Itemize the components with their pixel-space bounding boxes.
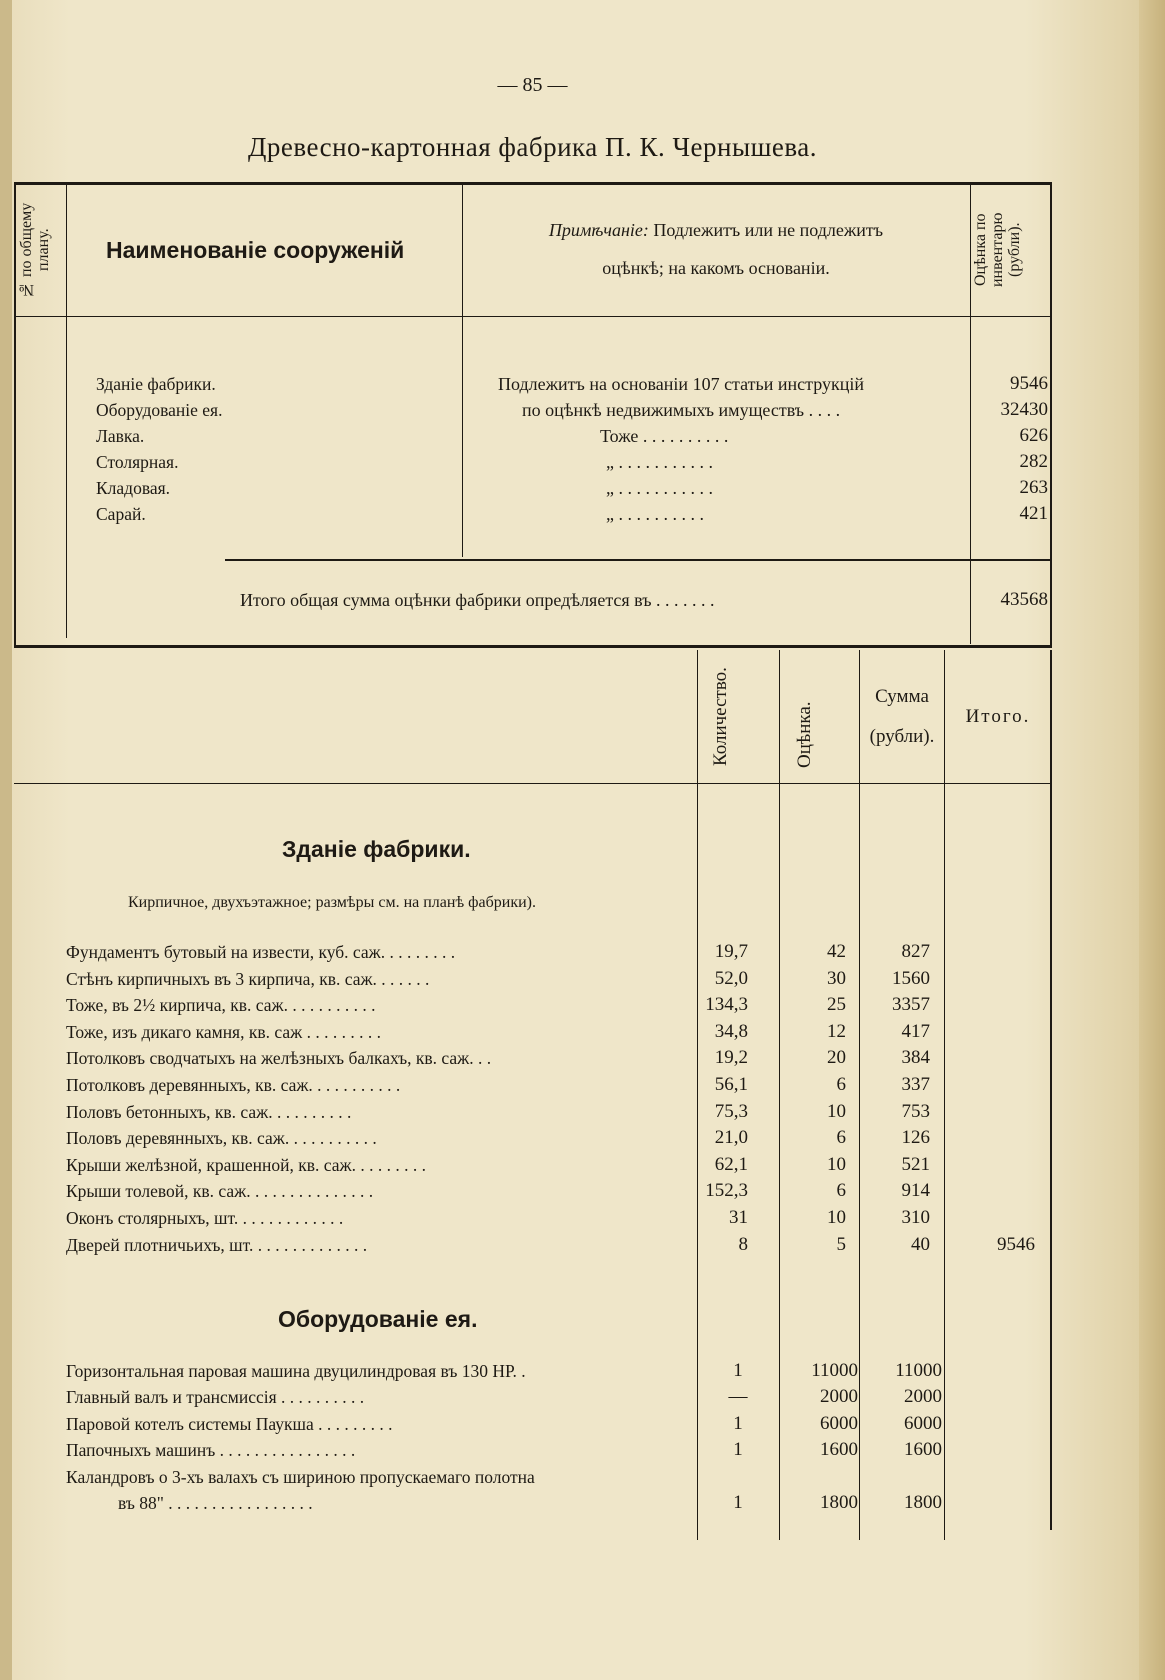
- detail-row-sum: 417: [901, 1020, 930, 1042]
- detail-row-quantity: 152,3: [705, 1180, 748, 1202]
- summary-row-value: 626: [1019, 425, 1048, 446]
- detail-row-sum: 1600: [904, 1439, 942, 1460]
- detail-row-sum: 827: [901, 941, 930, 962]
- detail-row-total: 9546: [997, 1233, 1035, 1255]
- detail-row-quantity: —: [728, 1386, 748, 1407]
- detail-row-quantity: 134,3: [705, 994, 748, 1016]
- summary-row-name: Столярная.: [96, 452, 179, 472]
- detail-row-name: Половъ бетонныхъ, кв. саж. . . . . . . . . .: [66, 1101, 352, 1122]
- summary-row-note: по оцѣнкѣ недвижимыхъ имуществъ . . . .: [522, 400, 841, 420]
- summary-row-note: Тоже . . . . . . . . . .: [600, 426, 729, 446]
- detail-row-sum: 126: [901, 1127, 930, 1149]
- detail-row-name: Тоже, изъ дикаго камня, кв. саж . . . . . . . . .: [66, 1021, 381, 1042]
- detail-row-name: Паровой котелъ системы Паукша . . . . . . . . .: [66, 1414, 393, 1434]
- detail-row-name: Дверей плотничьихъ, шт. . . . . . . . . . . . . .: [66, 1234, 368, 1255]
- detail-row-name: Потолковъ деревянныхъ, кв. саж. . . . . . . . . . .: [66, 1075, 401, 1095]
- detail-row-sum: 337: [901, 1074, 930, 1095]
- detail-row-sum: 753: [901, 1100, 930, 1122]
- detail-row-quantity: 21,0: [714, 1127, 748, 1149]
- detail-row-sum: 1560: [892, 967, 930, 989]
- detail-row-sum: 40: [911, 1233, 930, 1255]
- structures-name-header: Наименованіе сооруженій: [106, 237, 405, 263]
- detail-row-rate: 10: [827, 1153, 846, 1175]
- detail-row-rate: 12: [827, 1020, 846, 1042]
- summary-total-label: Итого общая сумма оцѣнки фабрики опредѣляется въ . . . . . . .: [240, 590, 715, 610]
- plan-number-header: № по общему плану.: [18, 202, 52, 298]
- sum-header-line1: Сумма: [875, 686, 929, 707]
- summary-row-name: Лавка.: [96, 426, 145, 446]
- detail-row-quantity: 19,7: [714, 941, 748, 962]
- section-subtitle-building: Кирпичное, двухъэтажное; размѣры см. на планѣ фабрики).: [128, 894, 536, 911]
- detail-row-sum: 310: [901, 1207, 930, 1228]
- detail-row-rate: 5: [836, 1233, 846, 1255]
- summary-row-note: „ . . . . . . . . . . .: [606, 478, 713, 498]
- note-header: [466, 220, 966, 241]
- detail-row-name: Горизонтальная паровая машина двуцилиндровая въ 130 НР. .: [66, 1361, 526, 1381]
- page-title: Древесно-картонная фабрика П. К. Чернышева.: [247, 132, 818, 162]
- detail-row-quantity: 1: [733, 1439, 743, 1460]
- detail-row-quantity: 56,1: [714, 1074, 748, 1095]
- detail-row-quantity: 52,0: [714, 967, 748, 989]
- detail-row-sum: 521: [901, 1153, 930, 1175]
- detail-row-sum: 11000: [895, 1360, 942, 1381]
- summary-row-name: Сарай.: [96, 504, 146, 524]
- summary-row-name: Оборудованіе ея.: [96, 400, 223, 420]
- summary-row-name: Зданіе фабрики.: [96, 374, 216, 394]
- section-title-equipment: Оборудованіе ея.: [278, 1306, 478, 1332]
- page-edge-right: [1139, 0, 1165, 1680]
- detail-row-quantity: 8: [738, 1233, 748, 1255]
- detail-row-quantity: 1: [733, 1492, 743, 1513]
- detail-row-rate: 1800: [820, 1492, 858, 1513]
- detail-row-rate: 30: [827, 967, 846, 989]
- detail-row-rate: 42: [827, 941, 846, 962]
- detail-row-name: Фундаментъ бутовый на извести, куб. саж. . . . . . . . .: [66, 942, 456, 962]
- detail-row-sum: 2000: [904, 1386, 942, 1407]
- detail-row-quantity: 75,3: [714, 1100, 748, 1122]
- detail-row-name: Половъ деревянныхъ, кв. саж. . . . . . . . . . .: [66, 1128, 377, 1149]
- note-header-italic: Примѣчаніе:: [548, 220, 649, 240]
- detail-row-rate: 20: [827, 1047, 846, 1069]
- detail-row-rate: 6: [836, 1180, 846, 1202]
- detail-row-rate: 25: [827, 994, 846, 1016]
- detail-row-quantity: 1: [733, 1360, 743, 1381]
- note-header-line2: оцѣнкѣ; на какомъ основаніи.: [602, 258, 830, 278]
- detail-row-name: Каландровъ о 3-хъ валахъ съ шириною пропускаемаго полотна: [66, 1467, 535, 1487]
- quantity-header: Количество.: [710, 667, 731, 767]
- detail-row-rate: 6: [836, 1127, 846, 1149]
- summary-row-value: 263: [1019, 477, 1048, 498]
- detail-row-sum: 6000: [904, 1413, 942, 1434]
- detail-row-name: Папочныхъ машинъ . . . . . . . . . . . . . . . .: [66, 1440, 356, 1460]
- detail-row-quantity: 19,2: [714, 1047, 748, 1069]
- summary-row-note: „ . . . . . . . . . . .: [606, 452, 713, 472]
- valuation-header: Оцѣнка по инвентарю (рубли).: [972, 212, 1023, 288]
- detail-row-rate: 1600: [820, 1439, 858, 1460]
- summary-row-value: 421: [1019, 503, 1048, 524]
- detail-row-name: Тоже, въ 2½ кирпича, кв. саж. . . . . . . . . . .: [66, 995, 376, 1016]
- detail-row-name: Потолковъ сводчатыхъ на желѣзныхъ балкахъ, кв. саж. . .: [66, 1048, 492, 1069]
- detail-row-rate: 2000: [820, 1386, 858, 1407]
- detail-row-quantity: 62,1: [714, 1153, 748, 1175]
- detail-row-quantity: 31: [729, 1207, 748, 1228]
- detail-row-sum: 1800: [904, 1492, 942, 1513]
- detail-row-rate: 10: [827, 1207, 846, 1228]
- sum-header-line2: (рубли).: [869, 726, 935, 747]
- detail-row-name: Оконъ столярныхъ, шт. . . . . . . . . . . . .: [66, 1208, 344, 1228]
- detail-row-name: Крыши толевой, кв. саж. . . . . . . . . . . . . . .: [66, 1181, 374, 1202]
- detail-row-name: Крыши желѣзной, крашенной, кв. саж. . . . . . . . .: [66, 1154, 426, 1175]
- detail-row-sum: 3357: [892, 994, 930, 1016]
- section-title-building: Зданіе фабрики.: [282, 836, 471, 862]
- summary-row-name: Кладовая.: [96, 478, 171, 498]
- page-number: — 85 —: [497, 74, 568, 96]
- detail-row-rate: 11000: [811, 1360, 858, 1381]
- detail-row-name: Главный валъ и трансмиссія . . . . . . . . . .: [66, 1387, 365, 1407]
- summary-row-value: 282: [1019, 451, 1048, 472]
- detail-row-sum: 914: [901, 1180, 930, 1202]
- note-header-rest: Подлежитъ или не подлежитъ: [653, 220, 884, 240]
- detail-row-quantity: 1: [733, 1413, 743, 1434]
- summary-row-note: „ . . . . . . . . . .: [606, 504, 704, 524]
- detail-row-quantity: 34,8: [714, 1020, 748, 1042]
- summary-row-note: Подлежитъ на основаніи 107 статьи инструкцій: [498, 374, 864, 394]
- detail-row-sum: 384: [901, 1047, 930, 1069]
- detail-row-rate: 10: [827, 1100, 846, 1122]
- detail-row-name-cont: въ 88" . . . . . . . . . . . . . . . . .: [118, 1493, 313, 1513]
- rate-header: Оцѣнка.: [794, 701, 815, 769]
- summary-row-value: 9546: [1010, 373, 1048, 394]
- detail-row-rate: 6: [836, 1074, 846, 1095]
- summary-total-value: 43568: [1000, 589, 1048, 610]
- total-header: Итого.: [965, 706, 1031, 727]
- detail-row-name: Стѣнъ кирпичныхъ въ 3 кирпича, кв. саж. . . . . . .: [66, 968, 430, 989]
- summary-row-value: 32430: [1000, 399, 1048, 420]
- page-edge-left: [0, 0, 12, 1680]
- detail-row-rate: 6000: [820, 1413, 858, 1434]
